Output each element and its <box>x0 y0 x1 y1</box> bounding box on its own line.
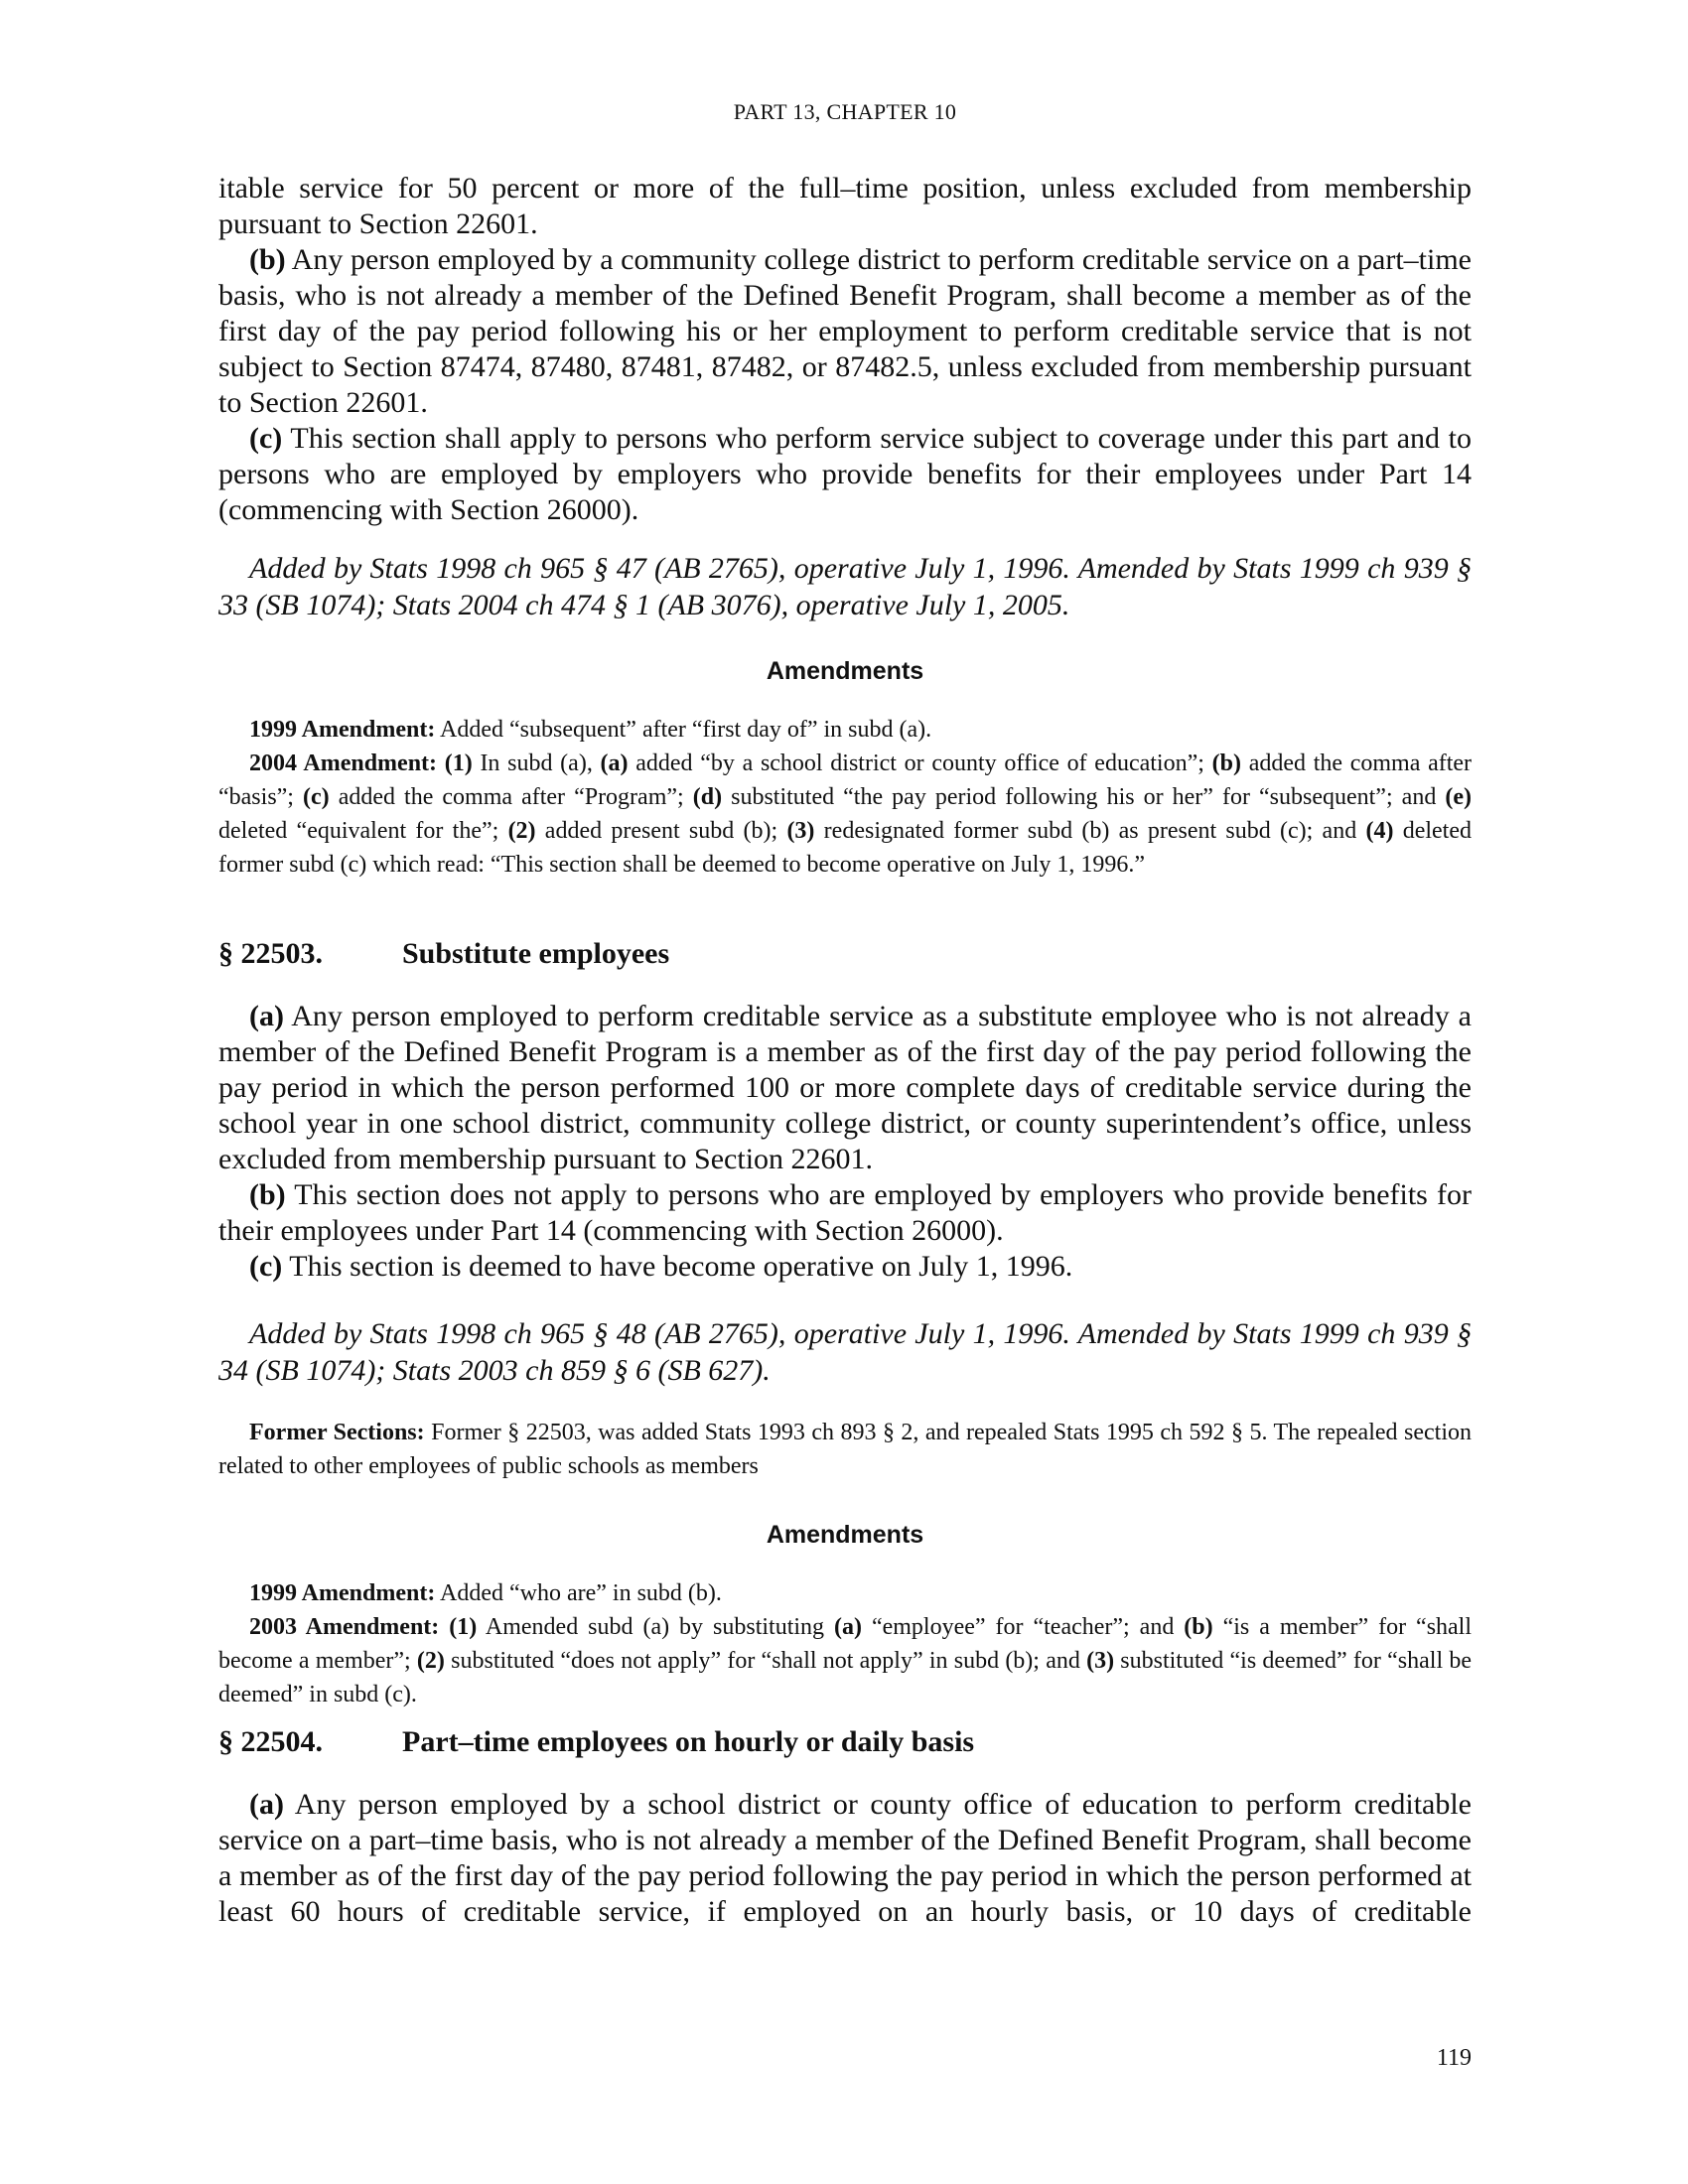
former-sections-text: Former § 22503, was added Stats 1993 ch 893 § 2, and repealed Stats 1995 ch 592 § 5. The repealed section related to other employees of public schools as members <box>218 1420 1472 1479</box>
item-label: (1) <box>444 751 473 776</box>
subdivision-c <box>218 421 1472 528</box>
item-text: added present subd (b); <box>535 818 787 844</box>
subdivision-text: Any person employed by a community college district to perform creditable service on a part–time basis, who is not already a member of the Defined Benefit Program, shall become a member as of the first day of the pay period following his or her employment to perform creditable service that is not subject to Section 87474, 87480, 87481, 87482, or 87482.5, unless excluded from membership pursuant to Section 22601. <box>218 243 1472 419</box>
item-text: “is a member” for “shall become a member”; <box>218 1614 1473 1674</box>
item-text: added the comma after “Program”; <box>329 784 693 810</box>
former-sections <box>218 1416 1472 1483</box>
page-number: 119 <box>1436 2045 1472 2071</box>
subdivision-text: This section is deemed to have become operative on July 1, 1996. <box>282 1250 1073 1283</box>
history-text: Added by Stats 1998 ch 965 § 48 (AB 2765), operative July 1, 1996. Amended by Stats 1999 ch 939 § 34 (SB 1074); Stats 2003 ch 859 § 6 (SB 627). <box>218 1317 1472 1387</box>
amendment-label: 2003 Amendment: <box>249 1614 440 1640</box>
amendment-1999 <box>218 1576 1472 1610</box>
history-text: Added by Stats 1998 ch 965 § 47 (AB 2765), operative July 1, 1996. Amended by Stats 1999 ch 939 § 33 (SB 1074); Stats 2004 ch 474 § 1 (AB 3076), operative July 1, 2005. <box>218 552 1472 621</box>
history-note <box>218 1315 1472 1389</box>
item-text: deleted “equivalent for the”; <box>218 818 508 844</box>
item-text: added the comma after “basis”; <box>218 751 1473 810</box>
amendment-2004 <box>218 747 1472 882</box>
item-label: (2) <box>507 818 536 844</box>
item-label: (4) <box>1365 818 1394 844</box>
history-note <box>218 550 1472 623</box>
item-text: deleted former subd (c) which read: “This section shall be deemed to become operative on July 1, 1996.” <box>218 818 1473 878</box>
amendments-title: Amendments <box>766 657 924 685</box>
section-title: Part–time employees on hourly or daily basis <box>402 1725 975 1758</box>
amendment-2003 <box>218 1610 1472 1711</box>
item-label: (3) <box>786 818 815 844</box>
subdivision-label: (b) <box>249 243 286 276</box>
former-sections-note <box>218 1416 1472 1483</box>
amendment-label: 1999 Amendment: <box>249 1580 436 1606</box>
item-text: substituted “is deemed” for “shall be deemed” in subd (c). <box>218 1648 1472 1707</box>
subdivision-text: Any person employed by a school district or county office of education to perform creditable service on a part–time basis, who is not already a member of the Defined Benefit Program, shall become a member as of the first day of the pay period following the pay period in which the person performed at least 60 hours of creditable service, if employed on an hourly basis, or 10 days of creditable <box>218 1788 1472 1928</box>
amendment-label: 2004 Amendment: <box>249 751 438 776</box>
item-text: In subd (a), <box>472 751 601 776</box>
amendment-label: 1999 Amendment: <box>249 717 436 743</box>
item-label: (2) <box>416 1648 445 1674</box>
item-text: redesignated former subd (b) as present subd (c); and <box>814 818 1366 844</box>
item-label: (d) <box>692 784 723 810</box>
subdivision-text: Any person employed to perform creditable service as a substitute employee who is not already a member of the Defined Benefit Program is a member as of the first day of the pay period following the pay period in which the person performed 100 or more complete days of creditable service during the school year in one school district, community college district, or county superintendent’s office, unless excluded from membership pursuant to Section 22601. <box>218 1000 1472 1175</box>
amendments-notes <box>218 1576 1472 1711</box>
subdivision-label: (a) <box>249 1000 284 1032</box>
amendments-heading <box>218 657 1472 686</box>
section-number: § 22503. <box>218 937 323 970</box>
section-heading-line <box>218 937 1472 971</box>
subdivision-text: This section shall apply to persons who perform service subject to coverage under this part and to persons who are employed by employers who provide benefits for their employees under Part 14 (commencing with Section 26000). <box>218 422 1472 526</box>
amendments-title: Amendments <box>766 1521 924 1549</box>
subdivision-label: (a) <box>249 1788 284 1821</box>
section-heading-22503 <box>218 937 1472 971</box>
section-heading-line <box>218 1725 1472 1759</box>
former-sections-label: Former Sections: <box>249 1420 425 1445</box>
amendment-text: Added “subsequent” after “first day of” in subd (a). <box>435 717 932 743</box>
item-label: (c) <box>303 784 330 810</box>
subdivision-label: (b) <box>249 1178 286 1211</box>
section-22504-body <box>218 1787 1472 1930</box>
section-22503-body <box>218 999 1472 1285</box>
amendments-heading <box>218 1521 1472 1550</box>
amendment-1999 <box>218 713 1472 747</box>
subdivision-b <box>218 1177 1472 1249</box>
subdivision-a <box>218 999 1472 1177</box>
subdivision-label: (c) <box>249 422 283 455</box>
document-page <box>218 0 1472 2184</box>
continuation-block <box>218 171 1472 528</box>
item-label: (b) <box>1184 1614 1213 1640</box>
item-label: (a) <box>834 1614 862 1640</box>
item-label: (a) <box>600 751 629 776</box>
item-label: (b) <box>1211 751 1241 776</box>
running-head: PART 13, CHAPTER 10 <box>733 99 957 124</box>
subdivision-c <box>218 1249 1472 1285</box>
section-number: § 22504. <box>218 1725 323 1758</box>
subdivision-b <box>218 242 1472 421</box>
item-text: “employee” for “teacher”; and <box>862 1614 1185 1640</box>
amendments-notes <box>218 713 1472 882</box>
item-label: (1) <box>449 1614 478 1640</box>
item-text: Amended subd (a) by substituting <box>477 1614 835 1640</box>
subdivision-a <box>218 1787 1472 1930</box>
subdivision-text: This section does not apply to persons who are employed by employers who provide benefits for their employees under Part 14 (commencing with Section 26000). <box>218 1178 1472 1247</box>
section-heading-22504 <box>218 1725 1472 1759</box>
item-text: substituted “the pay period following his or her” for “subsequent”; and <box>722 784 1446 810</box>
amendment-text: Added “who are” in subd (b). <box>435 1580 722 1606</box>
subdivision-label: (c) <box>249 1250 283 1283</box>
item-label: (e) <box>1445 784 1472 810</box>
item-text: substituted “does not apply” for “shall not apply” in subd (b); and <box>444 1648 1087 1674</box>
continuation-paragraph: itable service for 50 percent or more of the full–time position, unless excluded from membership pursuant to Section 22601. <box>218 172 1472 240</box>
item-text: added “by a school district or county office of education”; <box>628 751 1212 776</box>
section-title: Substitute employees <box>402 937 670 970</box>
item-label: (3) <box>1086 1648 1115 1674</box>
